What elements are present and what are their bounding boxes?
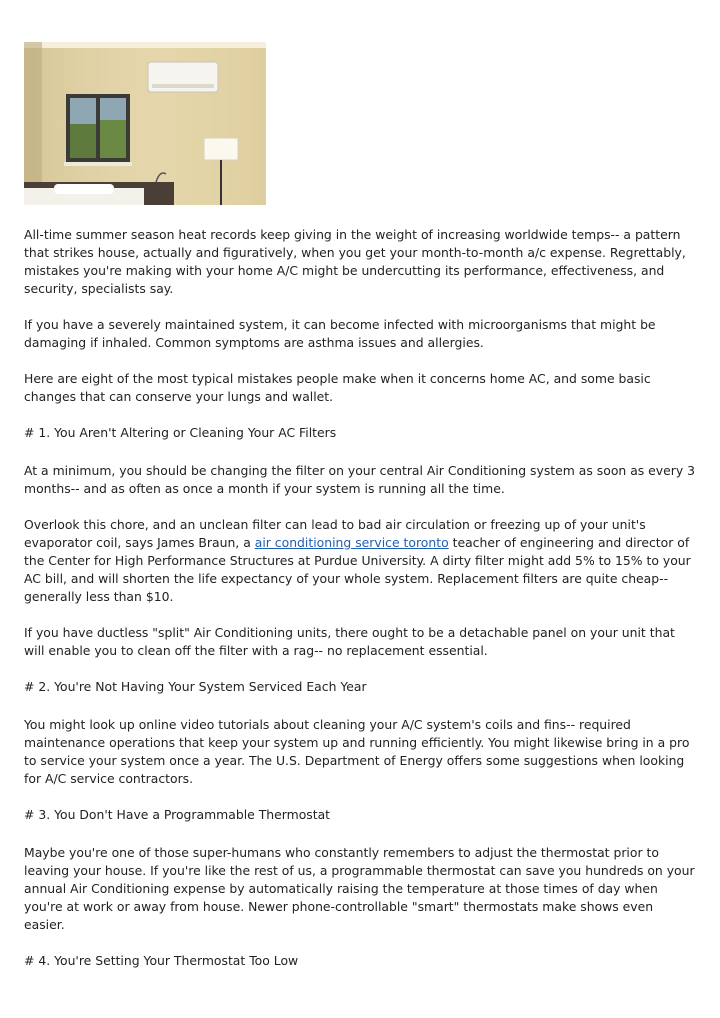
section-heading: # 3. You Don't Have a Programmable Thermostat — [24, 807, 331, 822]
section-heading: # 4. You're Setting Your Thermostat Too Low — [24, 953, 299, 968]
ac-service-link[interactable]: air conditioning service toronto — [254, 535, 449, 550]
paragraph: Here are eight of the most typical mistakes people make when it concerns home AC, and some basic changes that can conserve your lungs and wallet. — [24, 371, 651, 404]
article-body — [24, 226, 696, 990]
paragraph-text: teacher of engineering and director of the Center for High Performance Structures at Purdue University. A dirty filter might add 5% to 15% to your AC bill, and will shorten the life expectancy of your whole system. Replacement filters are quite cheap-- generally less than $10. — [24, 535, 691, 604]
paragraph: All-time summer season heat records keep giving in the weight of increasing worldwide temps-- a pattern that strikes house, actually and figuratively, when you get your month-to-month a/c expense. Regrettably, mistakes you're making with your home A/C might be undercutting its performance, effectiveness, and security, specialists say. — [24, 227, 686, 296]
photo-illustration — [24, 42, 266, 205]
section-heading: # 2. You're Not Having Your System Serviced Each Year — [24, 679, 367, 694]
paragraph: Maybe you're one of those super-humans who constantly remembers to adjust the thermostat prior to leaving your house. If you're like the rest of us, a programmable thermostat can save you hundreds on your annual Air Conditioning expense by automatically raising the temperature at those times of day when you're at work or away from house. Newer phone-controllable "smart" thermostats make shows even easier. — [24, 845, 695, 932]
section-heading: # 1. You Aren't Altering or Cleaning Your AC Filters — [24, 425, 337, 440]
paragraph-with-link — [24, 516, 696, 606]
paragraph: If you have a severely maintained system, it can become infected with microorganisms that might be damaging if inhaled. Common symptoms are asthma issues and allergies. — [24, 317, 656, 350]
paragraph: At a minimum, you should be changing the filter on your central Air Conditioning system as soon as every 3 months-- and as often as once a month if your system is running all the time. — [24, 463, 696, 496]
bedroom-ac-photo — [24, 42, 266, 205]
paragraph: If you have ductless "split" Air Conditioning units, there ought to be a detachable panel on your unit that will enable you to clean off the filter with a rag-- no replacement essential. — [24, 625, 675, 658]
paragraph: You might look up online video tutorials about cleaning your A/C system's coils and fins-- required maintenance operations that keep your system up and running efficiently. You might likewise bring in a pro to service your system once a year. The U.S. Department of Energy offers some suggestions when looking for A/C service contractors. — [24, 717, 690, 786]
paragraph-text: Overlook this chore, and an unclean filter can lead to bad air circulation or freezing up of your unit's evaporator coil, says James Braun, a — [24, 517, 646, 550]
